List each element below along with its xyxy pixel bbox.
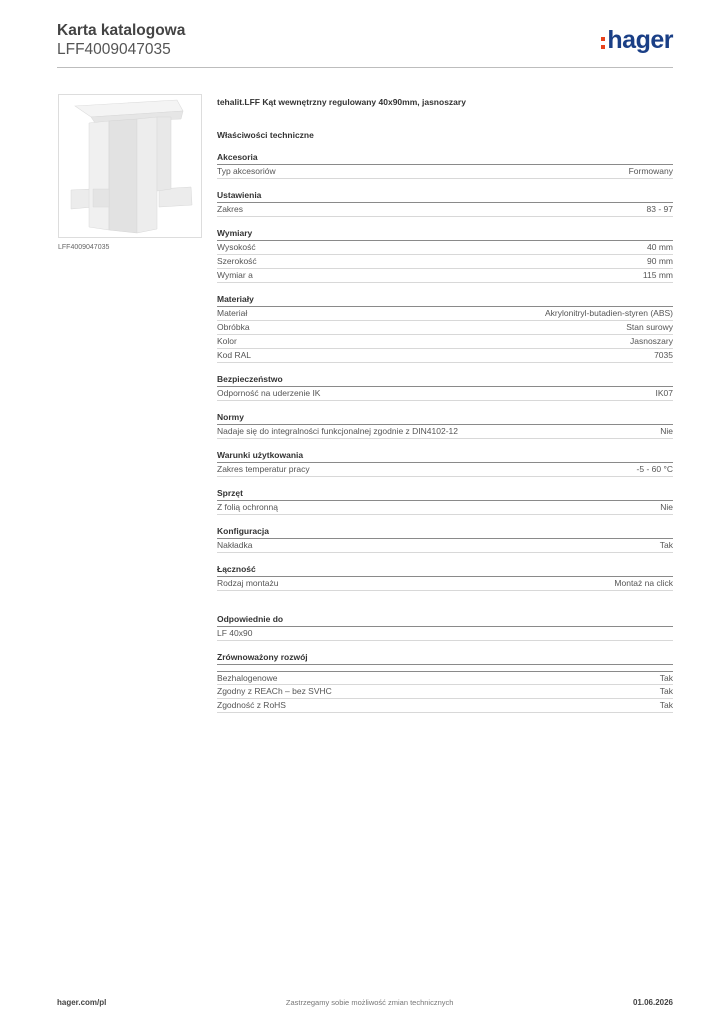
spec-row [217,577,673,591]
section-title: Bezpieczeństwo [217,374,673,387]
spec-sections [217,152,673,591]
section-title: Ustawienia [217,190,673,203]
section-title: Konfiguracja [217,526,673,539]
document-title: Karta katalogowa [57,22,186,39]
spec-value: Tak [659,686,673,696]
spec-section [217,228,673,283]
spec-row [217,321,673,335]
image-caption: LFF4009047035 [58,244,110,251]
spec-row [217,165,673,179]
spec-label: Wymiar a [217,270,253,280]
spec-row [217,349,673,363]
hager-logo[interactable] [601,28,673,52]
spec-label: Zakres temperatur pracy [217,464,310,474]
spec-section [217,450,673,477]
spec-label: Nadaje się do integralności funkcjonalnej zgodnie z DIN4102-12 [217,426,458,436]
spec-row [217,241,673,255]
spec-value: 83 - 97 [646,204,673,214]
spec-row [217,255,673,269]
spec-label: Zgodność z RoHS [217,700,286,710]
spec-label: Materiał [217,308,248,318]
spec-label: Typ akcesoriów [217,166,276,176]
document-date: 01.06.2026 [632,998,673,1007]
spec-value: 90 mm [647,256,673,266]
spec-value: Tak [659,540,673,550]
product-code: LFF4009047035 [57,41,171,58]
spec-value: Tak [659,700,673,710]
spec-label: Szerokość [217,256,257,266]
spec-label: Odporność na uderzenie IK [217,388,321,398]
section-title: Odpowiednie do [217,614,673,627]
spec-row [217,269,673,283]
section-title: Warunki użytkowania [217,450,673,463]
spec-row [217,387,673,401]
section-title: Sprzęt [217,488,673,501]
section-title: Normy [217,412,673,425]
spec-label: Zgodny z REACh – bez SVHC [217,686,332,696]
suitable-section [217,614,673,641]
spec-value: IK07 [655,388,673,398]
spec-value: Akrylonitryl-butadien-styren (ABS) [544,308,673,318]
spec-section [217,412,673,439]
spec-section [217,488,673,515]
spec-row [217,501,673,515]
section-title: Materiały [217,294,673,307]
spec-row [217,685,673,699]
spec-row [217,671,673,685]
spec-value: -5 - 60 °C [636,464,673,474]
spec-row [217,335,673,349]
spec-row [217,539,673,553]
section-title: Wymiary [217,228,673,241]
cable-trunking-inner-corner-image [59,95,201,237]
spec-content [217,96,673,713]
spec-label: Kolor [217,336,237,346]
spec-section [217,564,673,591]
page-header [57,22,673,68]
spec-label: LF 40x90 [217,628,253,638]
spec-section [217,190,673,217]
spec-value: 7035 [654,350,673,360]
spec-value: Jasnoszary [630,336,673,346]
spec-label: Rodzaj montażu [217,578,279,588]
spec-row [217,463,673,477]
section-title: Zrównoważony rozwój [217,652,673,665]
spec-section [217,526,673,553]
spec-value: Nie [660,426,673,436]
spec-label: Nakładka [217,540,253,550]
spec-label: Obróbka [217,322,250,332]
product-image [58,94,202,238]
spec-section [217,294,673,363]
specs-heading: Właściwości techniczne [217,130,314,140]
spec-row [217,627,673,641]
spec-label: Bezhalogenowe [217,673,278,683]
spec-label: Wysokość [217,242,256,252]
spec-value: Formowany [628,166,673,176]
logo-dots-icon [601,37,605,49]
spec-value: 40 mm [647,242,673,252]
spec-row [217,425,673,439]
spec-section [217,152,673,179]
section-title: Łączność [217,564,673,577]
spec-label: Kod RAL [217,350,252,360]
spec-row [217,203,673,217]
spec-value: Tak [659,673,673,683]
spec-label: Z folią ochronną [217,502,278,512]
spec-value: Stan surowy [626,322,673,332]
spec-row [217,699,673,713]
product-title: tehalit.LFF Kąt wewnętrzny regulowany 40x90mm, jasnoszary [217,97,466,107]
page-footer [57,998,673,1007]
spec-value: Nie [660,502,673,512]
disclaimer-note: Zastrzegamy sobie możliwość zmian technicznych [285,998,454,1007]
logo-wordmark: hager [607,26,673,54]
spec-row [217,307,673,321]
spec-section [217,374,673,401]
sustainability-section [217,652,673,713]
spec-value: Montaż na click [614,578,673,588]
spec-value: 115 mm [642,270,673,280]
section-title: Akcesoria [217,152,673,165]
spec-label: Zakres [217,204,243,214]
website-link[interactable]: hager.com/pl [57,998,107,1007]
